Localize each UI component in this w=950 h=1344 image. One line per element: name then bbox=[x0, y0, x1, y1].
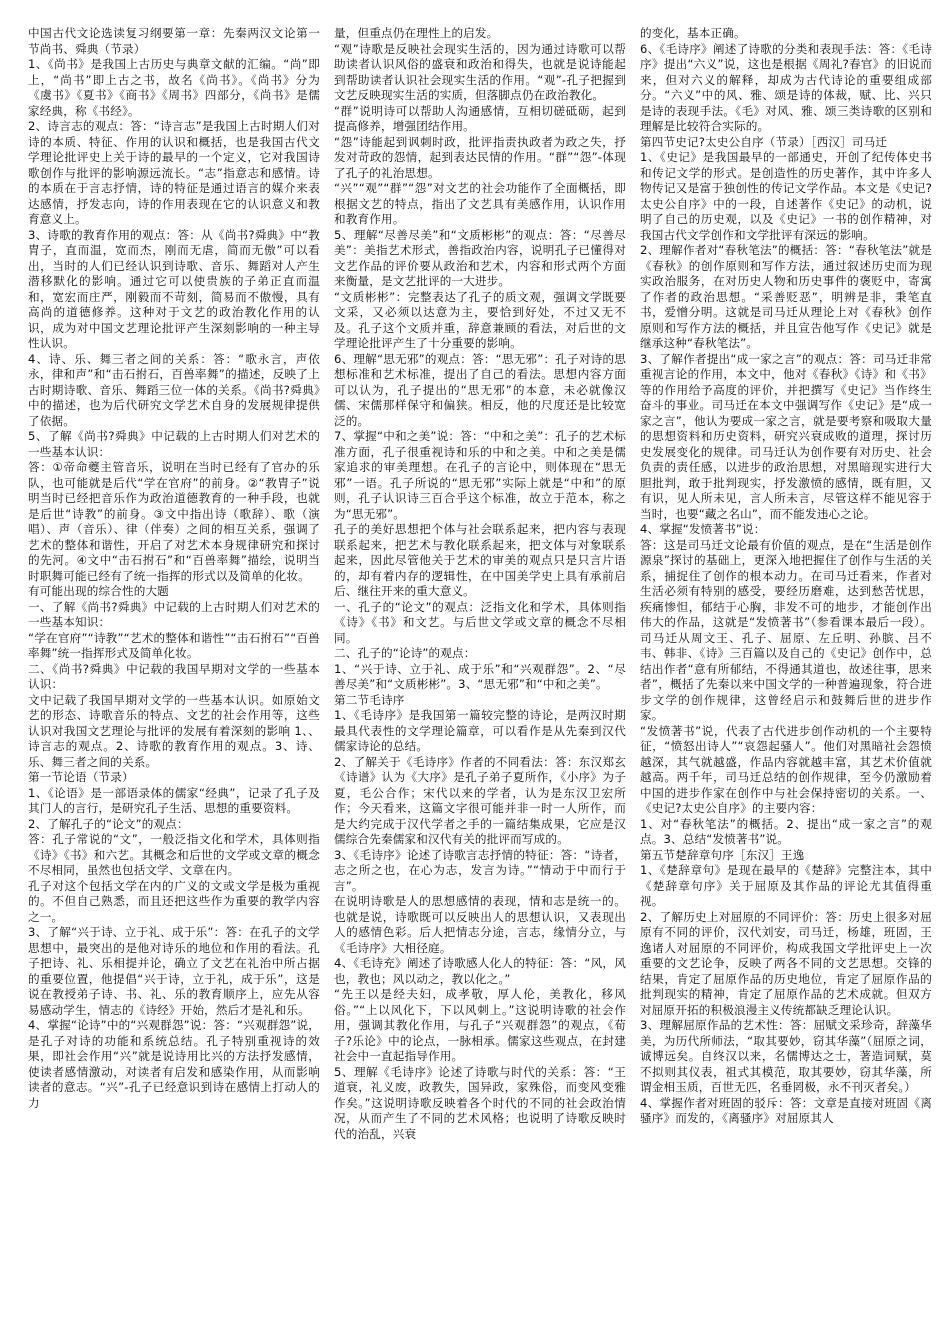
paragraph: “怨”诗能起到讽刺时政，批评指责执政者为政之失，抒发对苛政的怨情，起到表达民情的作用。“群”“怨”-体现了孔子的礼治思想。 bbox=[334, 134, 626, 180]
paragraph: 2、诗言志的观点：答：“诗言志”是我国上古时期人们对诗的本质、特征、作用的认识和概括，也是我国古代文学理论批评史上关于诗的最早的一个定义，它对我国诗歌创作与批评的影响源远流长。“志”指意志和感情。诗的本质在于言志抒情，诗的特征是通过语言的媒介来表达感情，抒发志向，诗的作用表现在它的认识意义和教育意义上。 bbox=[28, 119, 320, 226]
paragraph: 3、了解作者提出“成一家之言”的观点：答：司马迁非常重视言论的作用，本文中，他对《春秋》《诗》和《书》等的作用给予高度的评价，并把撰写《史记》当作终生奋斗的事业。司马迁在本文中强调写作《史记》是“成一家之言”，他认为要成一家之言，就是要考察和吸取大量的思想资料和历史资料，研究兴衰成败的道理，探讨历史发展变化的规律。司马迁认为创作要有对历史、社会负责的责任感，以进步的政治思想，对黑暗现实进行大胆批判，敢于批判现实，抒发激愤的感情，既有胆，又有识，见人所未见，言人所未言，尽管这样不能见容于当时，也要“藏之名山”，而不能发违心之论。 bbox=[640, 351, 932, 521]
paragraph: “文质彬彬”：完整表达了孔子的质文观，强调文学既要文采，又必须以达意为主，要恰到好处，不过又无不及。孔子这个文质并重，辞意兼顾的看法，对后世的文学理论批评产生了十分重要的影响。 bbox=[334, 289, 626, 350]
paragraph: 1、“兴于诗、立于礼、成于乐”和“兴观群怨”。2、“尽善尽美”和“文质彬彬”。3、“思无邪”和“中和之美”。 bbox=[334, 661, 626, 691]
paragraph: 3、了解“兴于诗、立于礼、成于乐”：答：在孔子的文学思想中，最突出的是他对诗乐的地位和作用的看法。孔子把诗、礼、乐相提并论，确立了文艺在礼治中所占据的重要位置，他提倡“兴于诗，立于礼，成于乐”，这是说在教授弟子诗、书、礼、乐的教育顺序上，应先从容易感动学生，情志的《诗经》开始，然后才是礼和乐。 bbox=[28, 925, 320, 1017]
paragraph: 3、诗歌的教育作用的观点：答：从《尚书?舜典》中“教胄子，直而温，宽而杰，刚而无虐，简而无傲”可以看出，当时的人们已经认识到诗歌、音乐、舞蹈对人产生潜移默化的影响。通过它可以使贵族的子弟正直而温和，宽宏而庄严，刚毅而不苛刻，简易而不傲慢，具有高尚的道德修养。这种对于文艺的政治教化作用的认识，成为对中国文艺理论批评产生深刻影响的一种主导性认识。 bbox=[28, 227, 320, 350]
paragraph: 的变化，基本正确。 bbox=[640, 26, 746, 40]
paragraph: 1、《史记》是我国最早的一部通史，开创了纪传体史书和传记文学的形式。是创造性的历史著作，其中许多人物传记又是富于独创性的传记文学作品。本文是《史记?太史公自序》中的一段，自述著作《史记》的动机，说明了自己的历史观，以及《史记》一书的创作精神，对我国古代文学创作和文学批评有深远的影响。 bbox=[640, 150, 932, 242]
paragraph: 一、孔子的“论文”的观点：泛指文化和学术，具体则指《诗》《书》和文艺。与后世文学或文章的概念不尽相同。 bbox=[334, 599, 626, 645]
paragraph: 4、掌握“发愤著书”说： bbox=[640, 522, 766, 536]
paragraph: “兴”“观”“群”“怨”对文艺的社会功能作了全面概括，即根据文艺的特点，指出了文艺具有美感作用，认识作用和教育作用。 bbox=[334, 181, 626, 226]
paragraph: 中国古代文论选读复习纲要第一章：先秦两汉文论第一节尚书、舜典（节录） bbox=[28, 26, 320, 56]
paragraph: 1、《楚辞章句》是现在最早的《楚辞》完整注本，其中《楚辞章句序》关于屈原及其作品的评论尤其值得重视。 bbox=[640, 863, 932, 908]
paragraph: “发愤著书”说，代表了古代进步创作动机的一个主要特征，“愤怒出诗人”“哀怨起骚人”。他们对黑暗社会怨愤越深，其气就越盛，作品内容就越丰富，其艺术价值就越高。两千年，司马迁总结的创作规律，至今仍激励着中国的进步作家在创作中与社会保持密切的关系。一、《史记?太史公自序》的主要内容： bbox=[640, 723, 932, 815]
paragraph: 5、了解《尚书?舜典》中记载的上古时期人们对艺术的一些基本认识： bbox=[28, 429, 320, 459]
paragraph: 2、了解关于《毛诗序》作者的不同看法：答：东汉郑玄《诗谱》认为《大序》是孔子弟子夏所作，《小序》为子夏，毛公合作；宋代以来的学者，认为是东汉卫宏所作；今天看来，这篇文字很可能并非一时一人所作，而是大约完成于汉代学者之手的一篇结集成果，它应是汉儒综合先秦儒家和汉代有关的批评而写成的。 bbox=[334, 754, 626, 846]
paragraph: 孔子的美好思想把个体与社会联系起来，把内容与表现联系起来，把艺术与教化联系起来，把文体与对象联系起来，因此尽管他关于艺术的审美的观点只是只言片语的，却有着内存的逻辑性，在中国美学史上具有承前启后、继往开来的重大意义。 bbox=[334, 522, 626, 598]
paragraph: 第一节论语（节录） bbox=[28, 770, 134, 784]
paragraph: 二、《尚书?舜典》中记载的我国早期对文学的一些基本认识： bbox=[28, 661, 320, 691]
paragraph: 答：①帝命夔主管音乐，说明在当时已经有了官办的乐队，也可能就是后代“学在官府”的前身。②“教胄子”说明当时已经把音乐作为政治道德教育的一种手段，也就是后世“诗教”的前身。③文中指出诗（歌辞）、歌（演唱）、声（音乐）、律（伴奏）之间的相互关系，强调了艺术的整体和谐性，开启了对艺术本身规律研究和探讨的先河。④文中“击石拊石”和“百兽率舞”描绘，说明当时职舞可能已经有了统一指挥的形式以及简单的化妆。 bbox=[28, 460, 320, 583]
paragraph: 3、理解屈原作品的艺术性：答：屈赋文采珍奇，辞藻华美，为历代所师法，“取其要妙，窃其华藻”（屈原之词，诚博远矣。自终汉以来，名儒博达之士，著造词赋，莫不拟则其仪表，祖式其模范，取其要妙，窃其华藻，所谓金相玉质，百世无匹，名垂罔极，永不刊灭者矣。） bbox=[640, 1018, 932, 1094]
paragraph: 2、了解孔子的“论文”的观点： bbox=[28, 816, 189, 831]
paragraph: 1、《论语》是一部语录体的儒家“经典”，记录了孔子及其门人的言行，是研究孔子生活、思想的重要资料。 bbox=[28, 785, 320, 815]
paragraph: 孔子对这个包括文学在内的广义的文或文学是极为重视的。不但自己熟悉，而且还把这些作为重要的教学内容之一。 bbox=[28, 878, 320, 924]
paragraph: 6、理解“思无邪”的观点：答：“思无邪”：孔子对诗的思想标准和艺术标准，提出了自己的看法。思想内容方面可以认为，孔子提出的“思无邪”的本意，未必就像汉儒、宋儒那样保守和偏狭。相反，他的尺度还是比较宽泛的。 bbox=[334, 351, 626, 428]
paragraph: 第四节史记?太史公自序（节录）［西汉］司马迁 bbox=[640, 134, 888, 149]
column-right bbox=[640, 26, 932, 1344]
paragraph: “观”诗歌是反映社会现实生活的，因为通过诗歌可以帮助读者认识风俗的盛衰和政治和得失，也就是说诗能起到帮助读者认识社会现实生活的作用。“观”-孔子把握到文艺反映现实生活的实质，但落脚点仍在政治教化。 bbox=[334, 41, 626, 102]
paragraph: 第二节毛诗序 bbox=[334, 692, 405, 707]
paragraph: 3、《毛诗序》论述了诗歌言志抒情的特征：答：“诗者，志之所之也，在心为志，发言为诗。”“情动于中而行于言”。 bbox=[334, 847, 626, 893]
paragraph: 文中记载了我国早期对文学的一些基本认识。如原始文艺的形态、诗歌音乐的特点、文艺的社会作用等，这些认识对我国文艺理论与批评的发展有着深刻的影响 1、、诗言志的观点。2、诗歌的教育作用的观点。3、诗、乐、舞三者之间的关系。 bbox=[28, 692, 320, 769]
paragraph: 4、掌握作者对班固的驳斥：答：文章是直接对班固《离骚序》而发的，《离骚序》对屈原其人 bbox=[640, 1095, 932, 1125]
paragraph: 量，但重点仍在理性上的启发。 bbox=[334, 26, 499, 40]
paragraph: 1、《尚书》是我国上古历史与典章文献的汇编。“尚”即上，“尚书”即上古之书，故名《尚书》。《尚书》分为《虞书》《夏书》《商书》《周书》四部分，《尚书》是儒家经典，称《书经》。 bbox=[28, 57, 320, 118]
paragraph: 6、《毛诗序》阐述了诗歌的分类和表现手法：答：《毛诗序》提出“六义”说，这也是根据《周礼?春官》的旧说而来，但对六义的解释，却成为古代诗论的重要组成部分。“六义”中的风、雅、颂是诗的体裁，赋、比、兴只是诗的表现手法。《毛》对风、雅、颂三类诗歌的区别和理解是比较符合实际的。 bbox=[640, 41, 932, 133]
paragraph: 7、掌握“中和之美”说：答：“中和之美”：孔子的艺术标准方面，孔子很重视诗和乐的中和之美。中和之美是儒家追求的审美理想。在孔子的言论中，则体现在“思无邪”一语。孔子所说的“思无邪”实际上就是“中和”的原则，孔子认识诗三百合乎这个标准，故立于范本，称之为“思无邪”。 bbox=[334, 429, 626, 521]
paragraph: 有可能出现的综合性的大题 bbox=[28, 584, 169, 598]
paragraph: 5、理解《毛诗序》论述了诗歌与时代的关系：答：“王道衰，礼义废，政教失，国异政，家殊俗，而变风变雅作矣。”这说明诗歌反映着各个时代的不同的社会政治情况，从而产生了不同的艺术风格；也说明了诗歌反映时代的治乱，兴衰 bbox=[334, 1064, 626, 1141]
paragraph: 4、《毛诗充》阐述了诗歌感人化人的特征：答：“风，风也，教也；风以动之，教以化之。” bbox=[334, 956, 626, 986]
paragraph: “群”说明诗可以帮助人沟通感情，互相切磋砥砺，起到提高修养，增强团结作用。 bbox=[334, 103, 626, 133]
paragraph: 答：这是司马迁文论最有价值的观点，是在“生活是创作源泉”探讨的基础上，更深入地把握住了创作与生活的关系，捕捉住了创作的根本动力。在司马迁看来，作者对生活必须有特别的感受，要经历磨难，达到愁苦忧思，疾痛惨怛，郁结于心胸，非发不可的地步，才能创作出伟大的作品，这就是“发愤著书”（参看课本最后一段）。司马迁从周文王、孔子、屈原、左丘明、孙膑、吕不韦、韩非、《诗》三百篇以及自己的《史记》创作中，总结出作者“意有所郁结，不得通其道也，故述往事，思来者”，概括了先秦以来中国文学的一种普遍现象，符合进步文学的创作规律，这曾经启示和鼓舞后世的进步作家。 bbox=[640, 537, 932, 722]
paragraph: 第五节楚辞章句序［东汉］王逸 bbox=[640, 847, 805, 862]
paragraph: 答：孔子常说的“文”，一般泛指文化和学术，具体则指《诗》《书》和六艺。其概念和后世的文学或文章的概念不尽相同，虽然也包括文学、文章在内。 bbox=[28, 832, 320, 877]
paragraph: 二、孔子的“论诗”的观点： bbox=[334, 646, 476, 660]
paragraph: 在说明诗歌是人的思想感情的表现，情和志是统一的。也就是说，诗歌既可以反映出人的思想认识，又表现出人的感情色彩。后人把情志分途，言志，缘情分立，与《毛诗序》大相径庭。 bbox=[334, 894, 626, 955]
paragraph: “先王以是经夫妇，成孝敬，厚人伦，美教化，移风俗。”“上以风化下，下以风刺上。”这说明诗歌的社会作用，强调其教化作用，与孔子“兴观群怨”的观点，《荀子?乐论》中的论点，一脉相承。儒家这些观点，在封建社会中一直起指导作用。 bbox=[334, 987, 626, 1063]
paragraph: 4、掌握“论诗”中的“兴观群怨”说：答：“兴观群怨”说，是孔子对诗的功能和系统总结。孔子特别重视诗的效果，即社会作用“兴”就是说诗用比兴的方法抒发感情，使读者感情激动，对读者有启发和感染作用，从而影响读者的意志。“兴”-孔子已经意识到诗在感情上打动人的力 bbox=[28, 1018, 320, 1110]
paragraph: 5、理解“尽善尽美”和“文质彬彬”的观点：答：“尽善尽美”：美指艺术形式，善指政治内容，说明孔子已懂得对文艺作品的评价要从政治和艺术，内容和形式两个方面来衡量，是文艺批评的一大进步。 bbox=[334, 227, 626, 288]
paragraph: 一、了解《尚书?舜典》中记载的上古时期人们对艺术的一些基本知识： bbox=[28, 599, 320, 629]
column-left bbox=[28, 26, 320, 1344]
paragraph: 2、理解作者对“春秋笔法”的概括：答：“春秋笔法”就是《春秋》的创作原则和写作方法，通过叙述历史而为现实政治服务，在对历史人物和历史事件的褒贬中，寄寓了作者的政治思想。“采善贬恶”，明辨是非，秉笔直书，爱憎分明。这就是司马迁从理论上对《春秋》创作原则和写作方法的概括，并且宣告他写作《史记》就是继承这种“春秋笔法”。 bbox=[640, 243, 932, 350]
paragraph: 1、对“春秋笔法”的概括。2、提出“成一家之言”的观点。3、总结“发愤著书”说。 bbox=[640, 816, 932, 846]
paragraph: 1、《毛诗序》是我国第一篇较完整的诗论，是两汉时期最具代表性的文学理论篇章，可以看作是从先秦到汉代儒家诗论的总结。 bbox=[334, 708, 626, 753]
paragraph: “学在官府”“诗教”“艺术的整体和谐性”“击石拊石”“百兽率舞”统一指挥形式及简单化妆。 bbox=[28, 630, 320, 660]
paragraph: 2、了解历史上对屈原的不同评价：答：历史上很多对屈原有不同的评价，汉代刘安，司马迁，杨雄，班固，王逸诸人对屈原的不同评价，构成我国文学批评史上一次重要的文艺论争，反映了两各不同的文艺思想。交锋的结果，肯定了屈原作品的历史地位，肯定了屈原作品的批判现实的精神，肯定了屈原作品的艺术成就。但双方对屈原开拓的积极浪漫主义传统都缺乏理论认识。 bbox=[640, 909, 932, 1017]
column-middle bbox=[334, 26, 626, 1344]
paragraph: 4、诗、乐、舞三者之间的关系：答：“歌永言，声依永，律和声”和“击石拊石，百兽率舞”的描述，反映了上古时期诗歌、音乐、舞蹈三位一体的关系。《尚书?舜典》中的描述，也为后代研究文学艺术自身的发展规律提供了依据。 bbox=[28, 351, 320, 428]
